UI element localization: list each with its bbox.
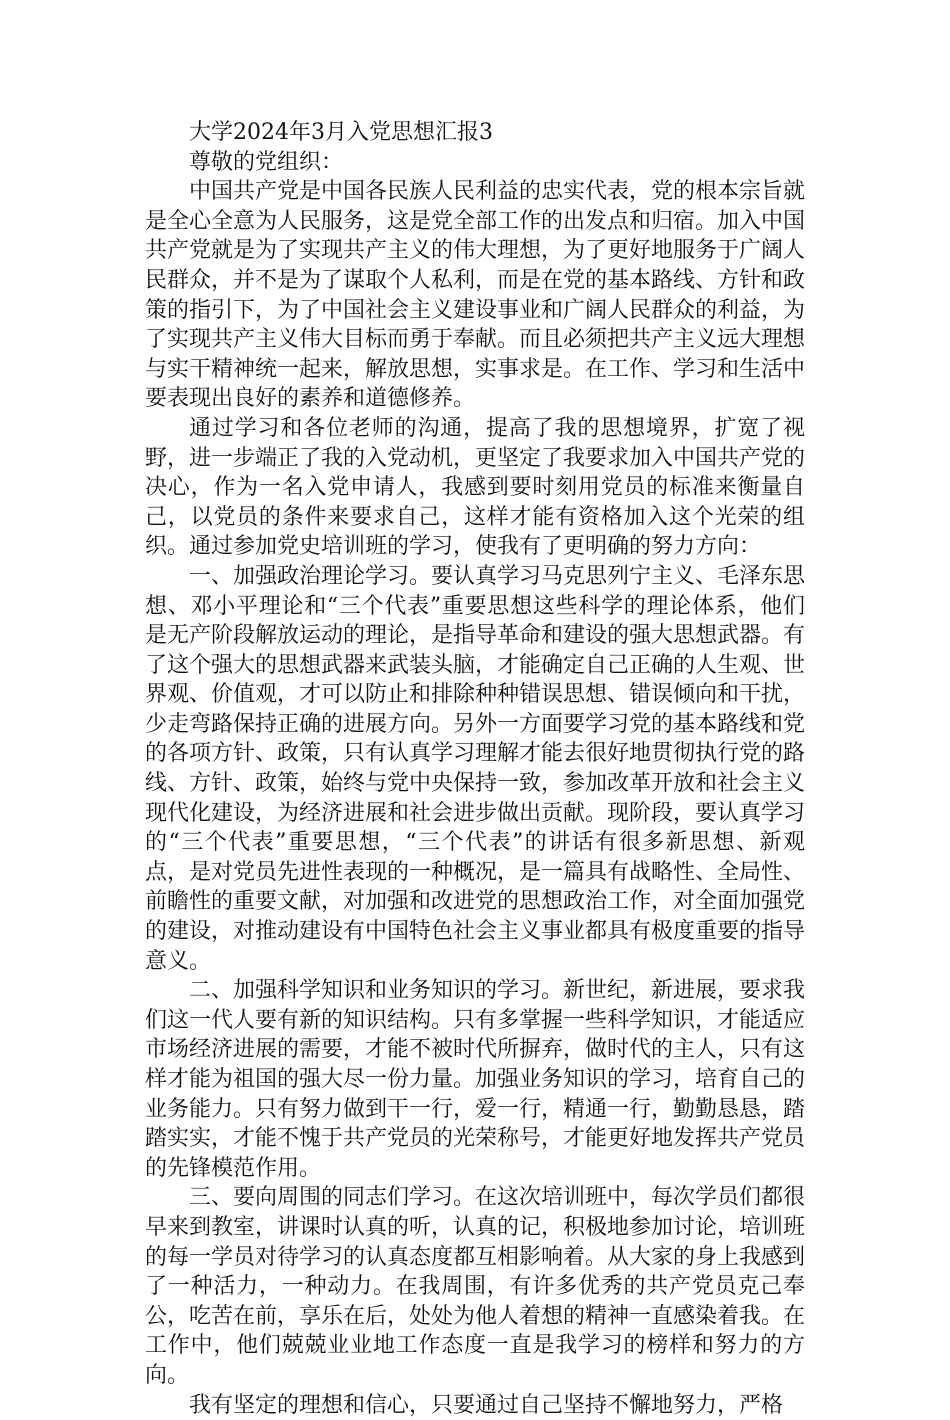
document-title: 大学2024年3月入党思想汇报3 [189,120,493,145]
body-paragraph: 二、加强科学知识和业务知识的学习。新世纪，新进展，要求我们这一代人要有新的知识结构。只有多掌握一些科学知识，才能适应市场经济进展的需要，才能不被时代所摒弃，做时代的主人，只有这样才能为祖国的强大尽一份力量。加强业务知识的学习，培育自己的业务能力。只有努力做到干一行，爱一行，精通一行，勤勤恳恳，踏踏实实，才能不愧于共产党员的光荣称号，才能更好地发挥共产党员的先锋模范作用。 [145,978,806,1181]
body-paragraph: 一、加强政治理论学习。要认真学习马克思列宁主义、毛泽东思想、邓小平理论和“三个代表”重要思想这些科学的理论体系，他们是无产阶段解放运动的理论，是指导革命和建设的强大思想武器。有了这个强大的思想武器来武装头脑，才能确定自己正确的人生观、世界观、价值观，才可以防止和排除种种错误思想、错误倾向和干扰，少走弯路保持正确的进展方向。另外一方面要学习党的基本路线和党的各项方针、政策，只有认真学习理解才能去很好地贯彻执行党的路线、方针、政策，始终与党中央保持一致，参加改革开放和社会主义现代化建设，为经济进展和社会进步做出贡献。现阶段，要认真学习的“三个代表”重要思想，“三个代表”的讲话有很多新思想、新观点，是对党员先进性表现的一种概况，是一篇具有战略性、全局性、前瞻性的重要文献，对加强和改进党的思想政治工作，对全面加强党的建设，对推动建设有中国特色社会主义事业都具有极度重要的指导意义。 [145,563,806,974]
body-paragraph: 我有坚定的理想和信心，只要通过自己坚持不懈地努力，严格 [189,1392,784,1418]
body-paragraph: 中国共产党是中国各民族人民利益的忠实代表，党的根本宗旨就是全心全意为人民服务，这是党全部工作的出发点和归宿。加入中国共产党就是为了实现共产主义的伟大理想，为了更好地服务于广阔人民群众，并不是为了谋取个人私利，而是在党的基本路线、方针和政策的指引下，为了中国社会主义建设事业和广阔人民群众的利益，为了实现共产主义伟大目标而勇于奉献。而且必须把共产主义远大理想与实干精神统一起来，解放思想，实事求是。在工作、学习和生活中要表现出良好的素养和道德修养。 [145,179,806,412]
document-page [145,118,805,1420]
salutation: 尊敬的党组织： [189,149,344,175]
body-paragraph: 通过学习和各位老师的沟通，提高了我的思想境界，扩宽了视野，进一步端正了我的入党动机，更坚定了我要求加入中国共产党的决心，作为一名入党申请人，我感到要时刻用党员的标准来衡量自己，以党员的条件来要求自己，这样才能有资格加入这个光荣的组织。通过参加党史培训班的学习，使我有了更明确的努力方向： [145,415,806,560]
body-paragraph: 三、要向周围的同志们学习。在这次培训班中，每次学员们都很早来到教室，讲课时认真的听，认真的记，积极地参加讨论，培训班的每一学员对待学习的认真态度都互相影响着。从大家的身上我感到了一种活力，一种动力。在我周围，有许多优秀的共产党员克己奉公，吃苦在前，享乐在后，处处为他人着想的精神一直感染着我。在工作中，他们兢兢业业地工作态度一直是我学习的榜样和努力的方向。 [145,1185,806,1388]
